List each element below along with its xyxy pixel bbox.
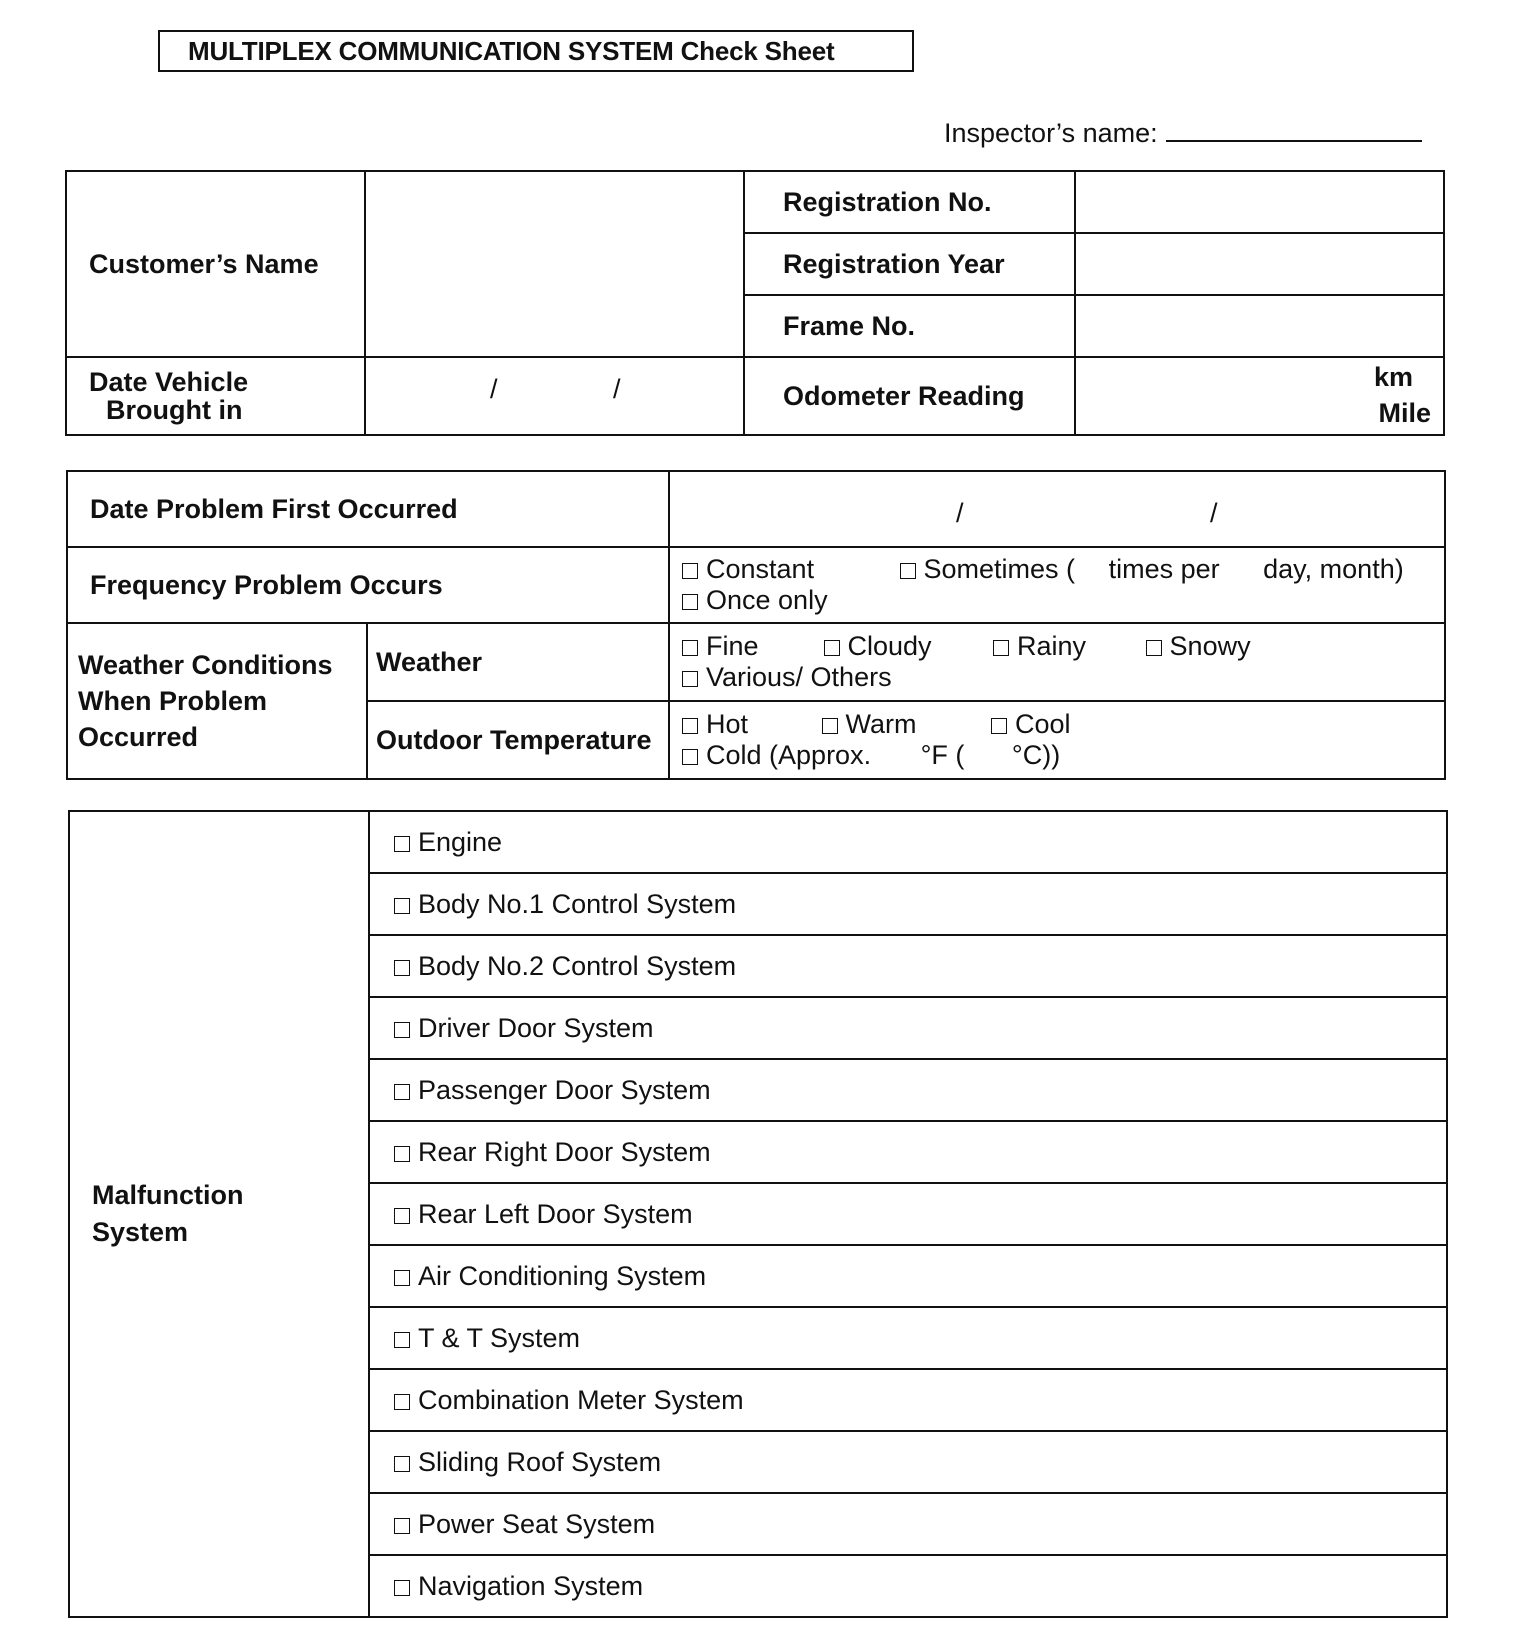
date-slash-2: / <box>613 374 621 404</box>
vehicle-info-table <box>65 170 1445 436</box>
system-option-t-and-t[interactable]: T & T System <box>369 1307 1447 1369</box>
odometer-input[interactable] <box>1075 357 1444 435</box>
system-option-driver-door[interactable]: Driver Door System <box>369 997 1447 1059</box>
odometer-unit-mile: Mile <box>1378 398 1431 428</box>
system-option-body-no2[interactable]: Body No.2 Control System <box>369 935 1447 997</box>
date-first-slash-1: / <box>956 498 964 528</box>
checkbox-icon[interactable] <box>394 1084 410 1100</box>
weather-option-snowy[interactable]: Snowy <box>1146 631 1251 662</box>
date-brought-in-label <box>66 357 365 435</box>
weather-option-cloudy[interactable]: Cloudy <box>824 631 986 662</box>
temp-option-cool[interactable]: Cool <box>991 709 1071 740</box>
checkbox-icon[interactable] <box>394 960 410 976</box>
checkbox-icon[interactable] <box>1146 640 1162 656</box>
outdoor-temp-options <box>669 701 1445 779</box>
date-first-slash-2: / <box>1210 498 1218 528</box>
checkbox-icon[interactable] <box>394 836 410 852</box>
checkbox-icon[interactable] <box>824 640 840 656</box>
frequency-label: Frequency Problem Occurs <box>67 547 669 623</box>
freq-sometimes-option[interactable]: Sometimes ( <box>900 554 1076 585</box>
checkbox-icon[interactable] <box>394 1456 410 1472</box>
temp-option-hot[interactable]: Hot <box>682 709 814 740</box>
checkbox-icon[interactable] <box>394 1146 410 1162</box>
system-option-engine[interactable]: Engine <box>369 811 1447 873</box>
inspector-name-field <box>944 118 1422 149</box>
system-option-rear-right-door[interactable]: Rear Right Door System <box>369 1121 1447 1183</box>
checkbox-icon[interactable] <box>394 1394 410 1410</box>
checkbox-icon[interactable] <box>394 1208 410 1224</box>
registration-year-label: Registration Year <box>744 233 1075 295</box>
customer-name-input[interactable] <box>365 171 744 357</box>
customer-name-label: Customer’s Name <box>66 171 365 357</box>
frame-no-label: Frame No. <box>744 295 1075 357</box>
freq-constant-option[interactable]: Constant <box>682 554 892 585</box>
temp-unit-f: °F ( <box>920 740 965 770</box>
checkbox-icon[interactable] <box>822 718 838 734</box>
inspector-name-label: Inspector’s name: <box>944 118 1158 148</box>
freq-day-month: day, month) <box>1263 554 1404 584</box>
problem-details-table <box>66 470 1446 780</box>
checkbox-icon[interactable] <box>682 718 698 734</box>
date-brought-in-label-line2: Brought in <box>106 395 243 425</box>
checkbox-icon[interactable] <box>991 718 1007 734</box>
weather-group-label: Weather Conditions When Problem Occurred <box>67 623 367 779</box>
checkbox-icon[interactable] <box>394 898 410 914</box>
system-option-air-conditioning[interactable]: Air Conditioning System <box>369 1245 1447 1307</box>
checkbox-icon[interactable] <box>682 671 698 687</box>
registration-no-input[interactable] <box>1075 171 1444 233</box>
freq-times-per: times per <box>1108 554 1220 584</box>
checkbox-icon[interactable] <box>682 563 698 579</box>
weather-options <box>669 623 1445 701</box>
date-brought-in-input[interactable] <box>365 357 744 435</box>
weather-option-rainy[interactable]: Rainy <box>993 631 1138 662</box>
frequency-options <box>669 547 1445 623</box>
date-brought-in-label-line1: Date Vehicle <box>89 367 249 397</box>
checkbox-icon[interactable] <box>394 1518 410 1534</box>
temp-option-cold[interactable]: Cold (Approx. <box>682 740 871 771</box>
checkbox-icon[interactable] <box>394 1580 410 1596</box>
date-first-occurred-input[interactable] <box>669 471 1445 547</box>
system-option-body-no1[interactable]: Body No.1 Control System <box>369 873 1447 935</box>
odometer-label: Odometer Reading <box>744 357 1075 435</box>
checkbox-icon[interactable] <box>993 640 1009 656</box>
registration-year-input[interactable] <box>1075 233 1444 295</box>
system-option-power-seat[interactable]: Power Seat System <box>369 1493 1447 1555</box>
checkbox-icon[interactable] <box>682 749 698 765</box>
system-option-rear-left-door[interactable]: Rear Left Door System <box>369 1183 1447 1245</box>
weather-option-fine[interactable]: Fine <box>682 631 816 662</box>
checkbox-icon[interactable] <box>900 563 916 579</box>
odometer-unit-km: km <box>1373 362 1413 392</box>
outdoor-temp-label: Outdoor Temperature <box>367 701 669 779</box>
freq-once-option[interactable]: Once only <box>682 585 828 616</box>
temp-unit-c: °C)) <box>1011 740 1061 770</box>
inspector-name-input[interactable] <box>1166 118 1422 142</box>
check-sheet-title: MULTIPLEX COMMUNICATION SYSTEM Check Sheet <box>158 30 914 72</box>
registration-no-label: Registration No. <box>744 171 1075 233</box>
system-option-combination-meter[interactable]: Combination Meter System <box>369 1369 1447 1431</box>
temp-option-warm[interactable]: Warm <box>822 709 984 740</box>
checkbox-icon[interactable] <box>394 1332 410 1348</box>
checkbox-icon[interactable] <box>682 640 698 656</box>
date-slash-1: / <box>490 374 498 404</box>
date-first-occurred-label: Date Problem First Occurred <box>67 471 669 547</box>
checkbox-icon[interactable] <box>394 1270 410 1286</box>
frame-no-input[interactable] <box>1075 295 1444 357</box>
checkbox-icon[interactable] <box>682 594 698 610</box>
system-option-navigation[interactable]: Navigation System <box>369 1555 1447 1617</box>
checkbox-icon[interactable] <box>394 1022 410 1038</box>
system-option-passenger-door[interactable]: Passenger Door System <box>369 1059 1447 1121</box>
malfunction-system-label: Malfunction System <box>69 811 369 1617</box>
weather-option-various[interactable]: Various/ Others <box>682 662 892 693</box>
malfunction-system-table <box>68 810 1448 1618</box>
system-option-sliding-roof[interactable]: Sliding Roof System <box>369 1431 1447 1493</box>
weather-label: Weather <box>367 623 669 701</box>
